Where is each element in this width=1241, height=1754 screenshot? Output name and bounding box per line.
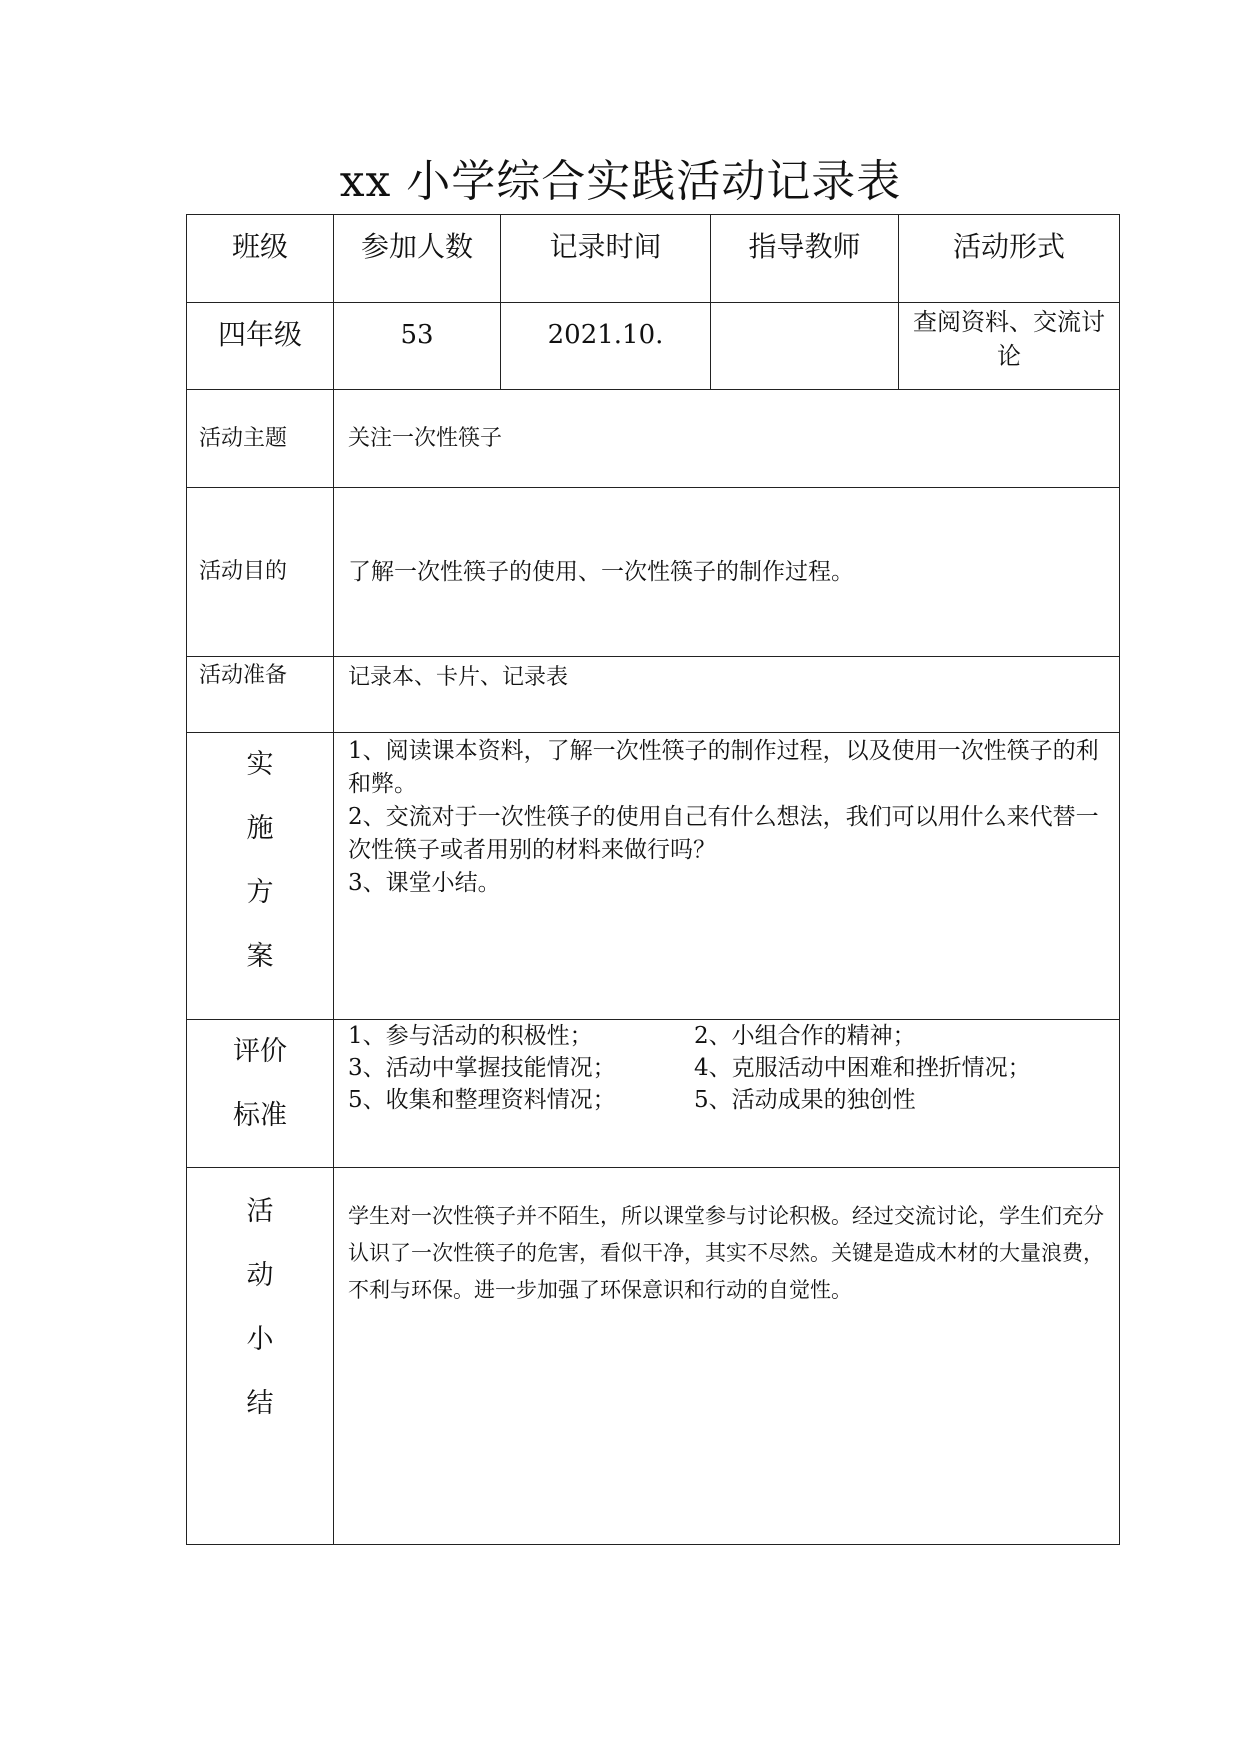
activity-form-value: 查阅资料、交流讨论: [899, 303, 1120, 390]
summary-value: 学生对一次性筷子并不陌生，所以课堂参与讨论积极。经过交流讨论，学生们充分认识了一次性筷子的危害，看似干净，其实不尽然。关键是造成木材的大量浪费，不利与环保。进一步加强了环保意识和行动的自觉性。: [334, 1168, 1120, 1545]
preparation-row: [187, 657, 1120, 733]
theme-label: 活动主题: [187, 390, 334, 488]
theme-value: 关注一次性筷子: [334, 390, 1120, 488]
evaluation-criteria-grid: [348, 1020, 1109, 1116]
teacher-value: [711, 303, 899, 390]
summary-label: [187, 1168, 334, 1545]
record-time-value: 2021.10.: [501, 303, 711, 390]
plan-label-char: 案: [246, 941, 274, 972]
preparation-label: 活动准备: [187, 657, 334, 733]
evaluation-label-line: 标准: [233, 1100, 287, 1131]
evaluation-item: 2、小组合作的精神；: [694, 1023, 916, 1049]
plan-label-char: 实: [246, 749, 274, 780]
evaluation-row: [187, 1020, 1120, 1168]
evaluation-label: [187, 1020, 334, 1168]
evaluation-item: 1、参与活动的积极性；: [348, 1023, 593, 1049]
evaluation-label-line: 评价: [233, 1036, 287, 1067]
purpose-value: 了解一次性筷子的使用、一次性筷子的制作过程。: [334, 488, 1120, 657]
plan-label-char: 方: [246, 877, 274, 908]
evaluation-item: 4、克服活动中困难和挫折情况；: [694, 1055, 1031, 1081]
plan-label: [187, 733, 334, 1020]
summary-label-char: 小: [246, 1324, 274, 1355]
class-value: 四年级: [187, 303, 334, 390]
plan-item: 1、阅读课本资料，了解一次性筷子的制作过程，以及使用一次性筷子的利和弊。: [348, 738, 1099, 797]
class-header: 班级: [187, 215, 334, 303]
summary-label-char: 动: [246, 1260, 274, 1291]
plan-row: [187, 733, 1120, 1020]
summary-label-char: 活: [246, 1196, 274, 1227]
document-title: xx 小学综合实践活动记录表: [339, 156, 902, 207]
plan-label-char: 施: [246, 813, 274, 844]
plan-item: 3、课堂小结。: [348, 870, 501, 896]
participants-header: 参加人数: [334, 215, 501, 303]
info-row: [187, 303, 1120, 390]
header-row: [187, 215, 1120, 303]
purpose-row: [187, 488, 1120, 657]
evaluation-item: 3、活动中掌握技能情况；: [348, 1055, 616, 1081]
plan-item: 2、交流对于一次性筷子的使用自己有什么想法，我们可以用什么来代替一次性筷子或者用别的材料来做行吗？: [348, 804, 1099, 863]
summary-label-char: 结: [246, 1388, 274, 1419]
evaluation-item: 5、收集和整理资料情况；: [348, 1087, 616, 1113]
activity-record-table: [186, 214, 1120, 1545]
summary-row: [187, 1168, 1120, 1545]
activity-form-header: 活动形式: [899, 215, 1120, 303]
record-time-header: 记录时间: [501, 215, 711, 303]
participants-value: 53: [334, 303, 501, 390]
evaluation-item: 5、活动成果的独创性: [694, 1087, 916, 1113]
preparation-value: 记录本、卡片、记录表: [334, 657, 1120, 733]
purpose-label: 活动目的: [187, 488, 334, 657]
teacher-header: 指导教师: [711, 215, 899, 303]
theme-row: [187, 390, 1120, 488]
plan-content: [334, 733, 1120, 1020]
evaluation-content: [334, 1020, 1120, 1168]
